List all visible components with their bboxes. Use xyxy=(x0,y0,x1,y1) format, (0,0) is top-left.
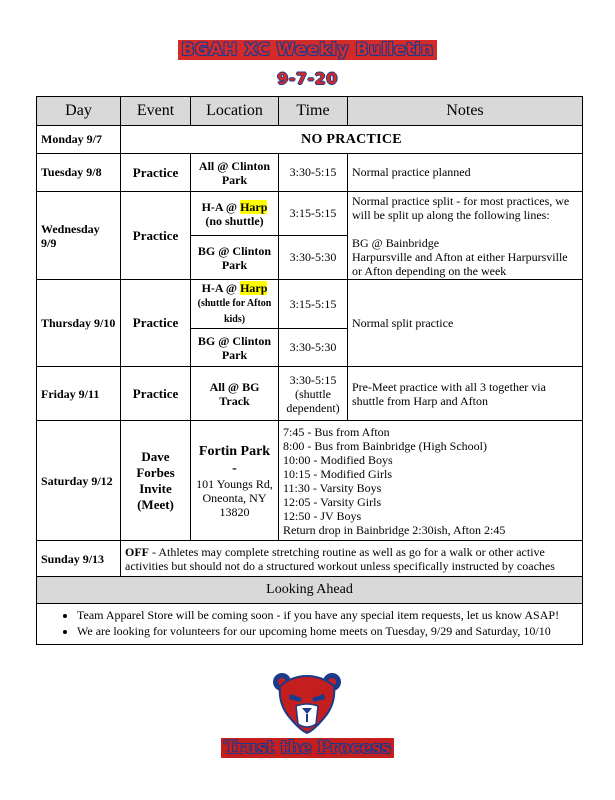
looking-ahead-title: Looking Ahead xyxy=(37,577,583,604)
schedule-line: 7:45 - Bus from Afton xyxy=(283,424,390,439)
location-cell: BG @ Clinton Park xyxy=(191,236,279,280)
location-address: 13820 xyxy=(219,504,250,519)
header-event: Event xyxy=(121,97,191,126)
location-cell: BG @ Clinton Park xyxy=(191,329,279,367)
time-cell: 3:15-5:15 xyxy=(279,280,348,329)
list-item: • We are looking for volunteers for our upcoming home meets on Tuesday, 9/29 and Saturday, 10/10 xyxy=(77,623,578,639)
location-cell xyxy=(191,421,279,541)
location-sub: (shuttle for Afton kids) xyxy=(197,298,272,325)
event-cell: Dave Forbes Invite (Meet) xyxy=(121,421,191,541)
notes-line: BG @ Bainbridge xyxy=(352,235,440,250)
bear-head-icon xyxy=(272,672,342,734)
schedule-line: 11:30 - Varsity Boys xyxy=(283,480,382,495)
notes-cell xyxy=(348,192,583,280)
schedule-line: 10:00 - Modified Boys xyxy=(283,452,393,467)
location-cell: All @ BG Track xyxy=(191,367,279,421)
time-cell: 3:30-5:15 xyxy=(279,154,348,192)
schedule-table xyxy=(36,96,583,645)
table-row xyxy=(37,421,583,541)
event-cell: Practice xyxy=(121,280,191,367)
bulletin-date-text: 9-7-20 xyxy=(277,69,338,88)
footer-motto-text: Trust the Process xyxy=(221,738,393,758)
schedule-line: 12:05 - Varsity Girls xyxy=(283,494,382,509)
day-cell: Tuesday 9/8 xyxy=(37,154,121,192)
location-sub: (no shuttle) xyxy=(205,213,264,228)
harp-highlight: Harp xyxy=(240,281,268,295)
day-cell: Friday 9/11 xyxy=(37,367,121,421)
notes-line: Normal practice split - for most practices, we will be split up along the following lines: xyxy=(352,193,570,222)
header-notes: Notes xyxy=(348,97,583,126)
footer-motto xyxy=(0,738,615,758)
notes-cell: Pre-Meet practice with all 3 together via shuttle from Harp and Afton xyxy=(348,367,583,421)
off-label: OFF xyxy=(125,544,149,559)
header-time: Time xyxy=(279,97,348,126)
schedule-line: 12:50 - JV Boys xyxy=(283,508,362,523)
notes-cell: Normal split practice xyxy=(348,280,583,367)
table-row xyxy=(37,192,583,236)
header-day: Day xyxy=(37,97,121,126)
table-row xyxy=(37,126,583,154)
schedule-line: Return drop in Bainbridge 2:30ish, Afton 2:45 xyxy=(283,522,506,537)
table-row xyxy=(37,541,583,577)
looking-ahead-list xyxy=(41,607,578,639)
looking-ahead-row xyxy=(37,604,583,645)
table-row xyxy=(37,154,583,192)
location-cell: All @ Clinton Park xyxy=(191,154,279,192)
location-prefix: H-A @ xyxy=(201,199,241,214)
no-practice-cell: NO PRACTICE xyxy=(121,126,583,154)
table-row xyxy=(37,280,583,329)
location-cell xyxy=(191,280,279,329)
looking-ahead-cell xyxy=(37,604,583,645)
day-cell: Thursday 9/10 xyxy=(37,280,121,367)
location-cell xyxy=(191,192,279,236)
bulletin-title xyxy=(0,40,615,60)
time-cell: 3:30-5:30 xyxy=(279,329,348,367)
header-location: Location xyxy=(191,97,279,126)
sunday-notes-cell xyxy=(121,541,583,577)
bulletin-title-text: BGAH XC Weekly Bulletin xyxy=(178,40,436,60)
schedule-line: 10:15 - Modified Girls xyxy=(283,466,392,481)
schedule-line: 8:00 - Bus from Bainbridge (High School) xyxy=(283,438,487,453)
event-cell: Practice xyxy=(121,154,191,192)
location-name: Fortin Park - xyxy=(198,443,271,476)
sunday-text: - Athletes may complete stretching routine as well as go for a walk or other active activities but should not do a structured workout unless specifically instructed by coaches xyxy=(125,544,555,573)
day-cell: Wednesday 9/9 xyxy=(37,192,121,280)
event-cell: Practice xyxy=(121,192,191,280)
notes-cell: Normal practice planned xyxy=(348,154,583,192)
time-cell: 3:30-5:30 xyxy=(279,236,348,280)
day-cell: Sunday 9/13 xyxy=(37,541,121,577)
time-cell: 3:30-5:15 (shuttle dependent) xyxy=(279,367,348,421)
harp-highlight: Harp xyxy=(240,199,268,214)
meet-schedule-cell xyxy=(279,421,583,541)
looking-ahead-header-row xyxy=(37,577,583,604)
bulletin-date xyxy=(0,69,615,88)
time-cell: 3:15-5:15 xyxy=(279,192,348,236)
day-cell: Saturday 9/12 xyxy=(37,421,121,541)
location-address: 101 Youngs Rd, xyxy=(196,476,273,491)
event-cell: Practice xyxy=(121,367,191,421)
day-cell: Monday 9/7 xyxy=(37,126,121,154)
table-row xyxy=(37,367,583,421)
location-address: Oneonta, NY xyxy=(202,490,267,505)
location-prefix: H-A @ xyxy=(201,281,241,295)
notes-line: Harpursville and Afton at either Harpursville or Afton depending on the week xyxy=(352,249,568,278)
list-item: • Team Apparel Store will be coming soon - if you have any special item requests, let us know ASAP! xyxy=(77,607,578,623)
table-header-row xyxy=(37,97,583,126)
